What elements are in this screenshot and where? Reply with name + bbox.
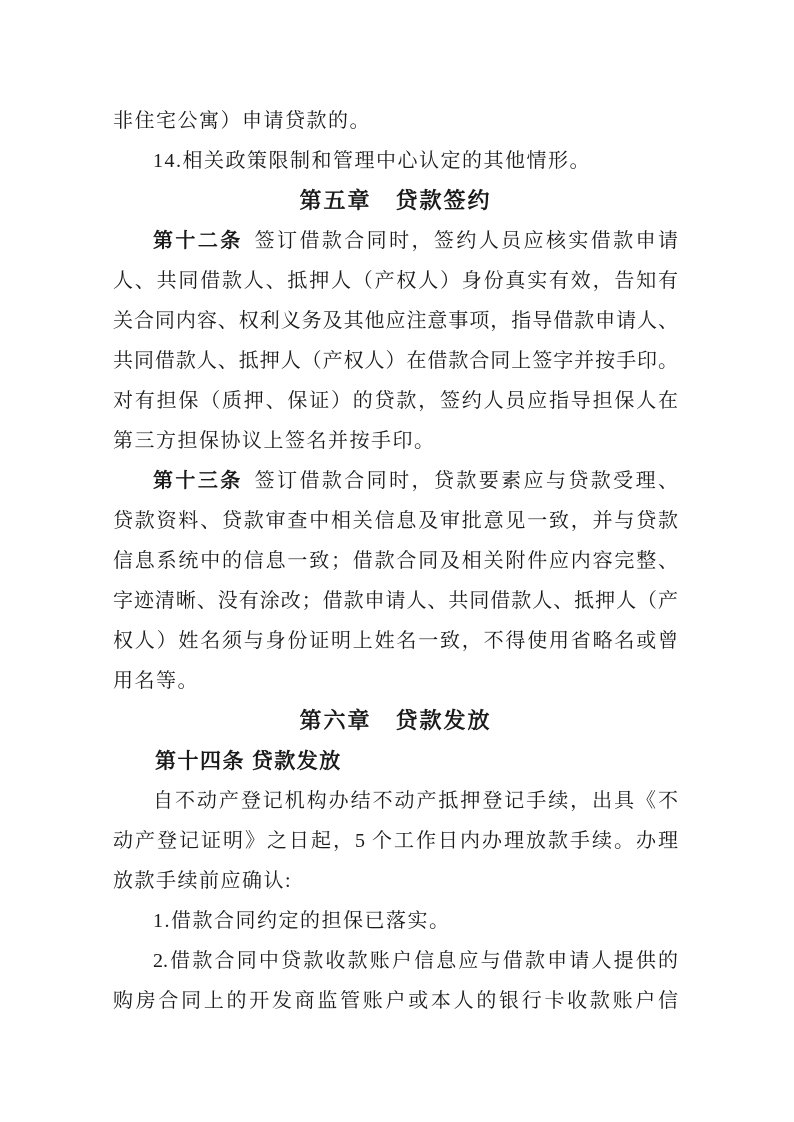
line-text: 第五章 贷款签约: [299, 188, 492, 213]
body-text-line: [113, 821, 678, 861]
line-text: 非住宅公寓）申请贷款的。: [113, 110, 371, 132]
body-text-line: [113, 421, 678, 461]
line-text: 关合同内容、权利义务及其他应注意事项，指导借款申请人、: [113, 310, 678, 332]
body-text-line: [113, 461, 678, 501]
line-text: 第十四条 贷款发放: [155, 749, 342, 773]
line-text: 第三方担保协议上签名并按手印。: [113, 430, 436, 452]
body-text-line: [113, 301, 678, 341]
body-text-line: [113, 541, 678, 581]
line-text: 14.相关政策限制和管理中心认定的其他情形。: [153, 150, 591, 172]
line-text: 放款手续前应确认:: [113, 870, 293, 892]
line-text: 信息系统中的信息一致；借款合同及相关附件应内容完整、: [113, 550, 678, 572]
body-text-line: [113, 581, 678, 621]
line-text: 2.借款合同中贷款收款账户信息应与借款申请人提供的: [153, 950, 678, 972]
line-text: 贷款资料、贷款审查中相关信息及审批意见一致，并与贷款: [113, 510, 678, 532]
body-text-line: [113, 101, 678, 141]
line-text: 人、共同借款人、抵押人（产权人）身份真实有效，告知有: [113, 270, 678, 292]
body-text-line: [113, 861, 678, 901]
line-text: 第六章 贷款发放: [299, 708, 492, 733]
line-text: 对有担保（质押、保证）的贷款，签约人员应指导担保人在: [113, 390, 678, 412]
document-text-block: [113, 101, 678, 1021]
article-heading: [113, 741, 678, 781]
body-text-line: [113, 141, 678, 181]
body-text-line: [113, 621, 678, 661]
body-text-line: [113, 901, 678, 941]
body-text-line: [113, 661, 678, 701]
article-number: 第十二条: [153, 230, 243, 252]
chapter-heading: [113, 181, 678, 221]
line-text: 动产登记证明》之日起，5 个工作日内办理放款手续。办理: [113, 830, 678, 852]
line-text: 1.借款合同约定的担保已落实。: [153, 910, 451, 932]
article-number: 第十三条: [153, 470, 243, 492]
line-text: 签订借款合同时，签约人员应核实借款申请: [254, 230, 678, 252]
body-text-line: [113, 981, 678, 1021]
line-text: 字迹清晰、没有涂改；借款申请人、共同借款人、抵押人（产: [113, 590, 678, 612]
body-text-line: [113, 381, 678, 421]
line-text: 用名等。: [113, 670, 199, 692]
body-text-line: [113, 941, 678, 981]
line-text: 购房合同上的开发商监管账户或本人的银行卡收款账户信: [113, 990, 678, 1012]
body-text-line: [113, 261, 678, 301]
body-text-line: [113, 781, 678, 821]
body-text-line: [113, 501, 678, 541]
body-text-line: [113, 221, 678, 261]
body-text-line: [113, 341, 678, 381]
line-text: 自不动产登记机构办结不动产抵押登记手续，出具《不: [153, 790, 678, 812]
line-text: 共同借款人、抵押人（产权人）在借款合同上签字并按手印。: [113, 350, 678, 372]
chapter-heading: [113, 701, 678, 741]
line-text: 签订借款合同时，贷款要素应与贷款受理、: [254, 470, 678, 492]
line-text: 权人）姓名须与身份证明上姓名一致，不得使用省略名或曾: [113, 630, 678, 652]
